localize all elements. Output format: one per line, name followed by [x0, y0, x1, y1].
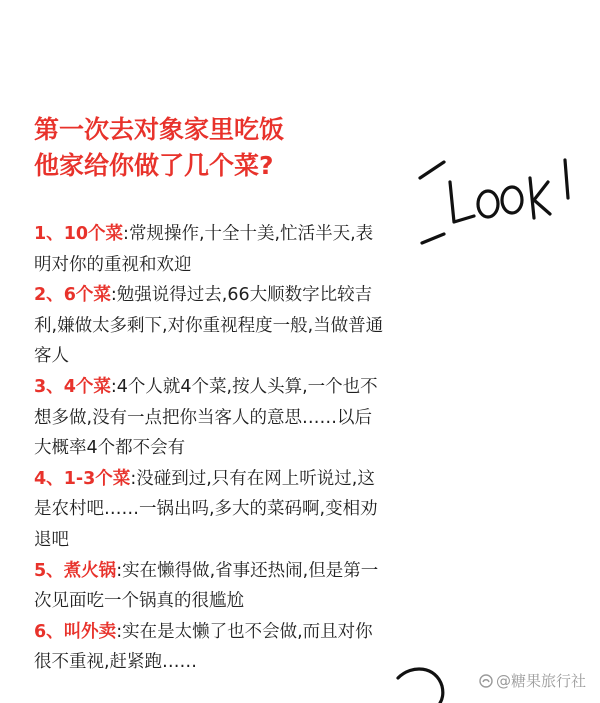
dish-list	[34, 219, 384, 678]
doodle-letter-k-stem	[530, 178, 534, 218]
item-heading: 煮火锅	[63, 560, 117, 581]
item-heading: 叫外卖	[63, 621, 117, 642]
item-heading: 6个菜	[63, 285, 111, 306]
doodle-letter-k-arms	[534, 182, 550, 214]
item-text: :勉强说得过去,66大顺数字比较吉利,嫌做太多剩下,对你重视程度一般,当做普通客人	[34, 285, 384, 367]
list-item	[34, 219, 384, 280]
doodle-letter-o1	[478, 191, 498, 217]
watermark-logo-icon	[479, 674, 493, 688]
item-number: 4、	[34, 468, 64, 489]
page-title	[34, 112, 284, 184]
item-number: 3、	[34, 376, 64, 397]
item-text: :4个人就4个菜,按人头算,一个也不想多做,没有一点把你当客人的意思……以后大概率4个都不会有	[34, 376, 378, 459]
watermark	[479, 670, 586, 691]
item-number: 2、	[34, 285, 64, 306]
item-number: 1、	[34, 224, 64, 244]
item-heading: 1-3个菜	[63, 468, 131, 489]
item-number: 5、	[34, 560, 64, 581]
item-text: :实在是太懒了也不会做,而且对你很不重视,赶紧跑……	[34, 621, 373, 673]
doodle-number-1	[565, 160, 568, 198]
title-line-1: 第一次去对象家里吃饭	[34, 115, 285, 144]
doodle-letter-o2	[502, 187, 522, 213]
arc-doodle	[392, 662, 452, 703]
title-line-2: 他家给你做了几个菜?	[34, 151, 274, 180]
item-heading: 10个菜	[63, 224, 124, 244]
list-item	[34, 372, 384, 464]
list-item	[34, 617, 384, 678]
list-item	[34, 464, 384, 556]
doodle-stroke-bottom	[422, 234, 444, 243]
doodle-letter-l	[450, 182, 474, 222]
item-number: 6、	[34, 621, 64, 642]
item-text: :实在懒得做,省事还热闹,但是第一次见面吃一个锅真的很尴尬	[34, 560, 379, 612]
list-item	[34, 556, 384, 617]
item-text: :没碰到过,只有在网上听说过,这是农村吧……一锅出吗,多大的菜码啊,变相劝退吧	[34, 468, 378, 550]
list-item	[34, 280, 384, 372]
watermark-text: @糖果旅行社	[495, 672, 586, 690]
item-heading: 4个菜	[63, 376, 111, 397]
doodle-stroke-top	[420, 162, 444, 178]
look-doodle	[410, 150, 580, 260]
item-text: :常规操作,十全十美,忙活半天,表明对你的重视和欢迎	[34, 224, 374, 275]
